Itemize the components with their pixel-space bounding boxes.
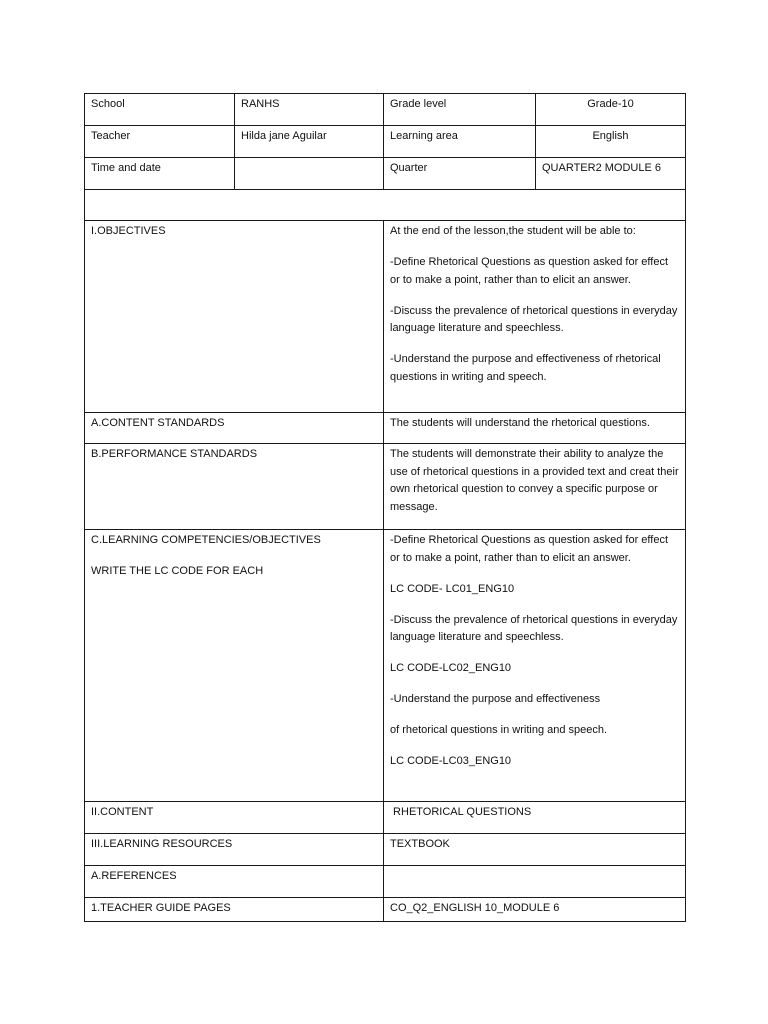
objective-item: -Understand the purpose and effectiveness of rhetorical questions in writing and speech. bbox=[390, 353, 661, 383]
grade-label: Grade level bbox=[384, 94, 536, 126]
content-standards-label: A.CONTENT STANDARDS bbox=[85, 413, 384, 444]
teacher-label: Teacher bbox=[85, 126, 235, 158]
objectives-row bbox=[85, 221, 686, 413]
content-label: II.CONTENT bbox=[85, 802, 384, 834]
content-value: RHETORICAL QUESTIONS bbox=[384, 802, 686, 834]
teacher-guide-value: CO_Q2_ENGLISH 10_MODULE 6 bbox=[384, 898, 686, 922]
lc-code: LC CODE- LC01_ENG10 bbox=[390, 582, 515, 595]
references-row bbox=[85, 866, 686, 898]
header-row-teacher bbox=[85, 126, 686, 158]
lesson-plan-table bbox=[84, 93, 686, 922]
objectives-content bbox=[384, 221, 686, 413]
competencies-sublabel: WRITE THE LC CODE FOR EACH bbox=[91, 565, 264, 577]
header-row-time bbox=[85, 158, 686, 190]
resources-label: III.LEARNING RESOURCES bbox=[85, 834, 384, 866]
spacer-row bbox=[85, 190, 686, 221]
content-standards-value: The students will understand the rhetorical questions. bbox=[384, 413, 686, 444]
lc-code: LC CODE-LC03_ENG10 bbox=[390, 755, 512, 767]
competencies-row bbox=[85, 530, 686, 802]
resources-row bbox=[85, 834, 686, 866]
school-value: RANHS bbox=[235, 94, 384, 126]
quarter-label: Quarter bbox=[384, 158, 536, 190]
area-value: English bbox=[536, 126, 686, 158]
references-label: A.REFERENCES bbox=[85, 866, 384, 898]
teacher-guide-row bbox=[85, 898, 686, 922]
references-value bbox=[384, 866, 686, 898]
spacer-cell bbox=[85, 190, 686, 221]
school-label: School bbox=[85, 94, 235, 126]
competencies-content bbox=[384, 530, 686, 802]
teacher-value: Hilda jane Aguilar bbox=[235, 126, 384, 158]
objectives-label: I.OBJECTIVES bbox=[85, 221, 384, 413]
competency-item: of rhetorical questions in writing and speech. bbox=[390, 724, 608, 736]
objective-item: -Discuss the prevalence of rhetorical questions in everyday language literature and speechless. bbox=[390, 304, 678, 334]
objective-item: -Define Rhetorical Questions as question asked for effect or to make a point, rather than to elicit an answer. bbox=[390, 256, 669, 286]
time-label: Time and date bbox=[85, 158, 235, 190]
objectives-intro: At the end of the lesson,the student will be able to: bbox=[390, 225, 636, 237]
competency-item: -Discuss the prevalence of rhetorical questions in everyday language literature and speechless. bbox=[390, 613, 678, 643]
time-value bbox=[235, 158, 384, 190]
resources-value: TEXTBOOK bbox=[384, 834, 686, 866]
quarter-value: QUARTER2 MODULE 6 bbox=[536, 158, 686, 190]
header-row-school bbox=[85, 94, 686, 126]
performance-standards-label: B.PERFORMANCE STANDARDS bbox=[85, 444, 384, 530]
performance-standards-value: The students will demonstrate their ability to analyze the use of rhetorical questions in a provided text and creat their own rhetorical question to convey a specific purpose or message. bbox=[384, 444, 686, 530]
competency-item: -Define Rhetorical Questions as question asked for effect or to make a point, rather than to elicit an answer. bbox=[390, 534, 669, 564]
competencies-label-cell bbox=[85, 530, 384, 802]
competencies-label: C.LEARNING COMPETENCIES/OBJECTIVES bbox=[91, 534, 321, 546]
area-label: Learning area bbox=[384, 126, 536, 158]
grade-value: Grade-10 bbox=[536, 94, 686, 126]
lc-code: LC CODE-LC02_ENG10 bbox=[390, 662, 512, 674]
content-standards-row bbox=[85, 413, 686, 444]
teacher-guide-label: 1.TEACHER GUIDE PAGES bbox=[85, 898, 384, 922]
content-row bbox=[85, 802, 686, 834]
competency-item: -Understand the purpose and effectiveness bbox=[390, 693, 601, 705]
performance-standards-row bbox=[85, 444, 686, 530]
